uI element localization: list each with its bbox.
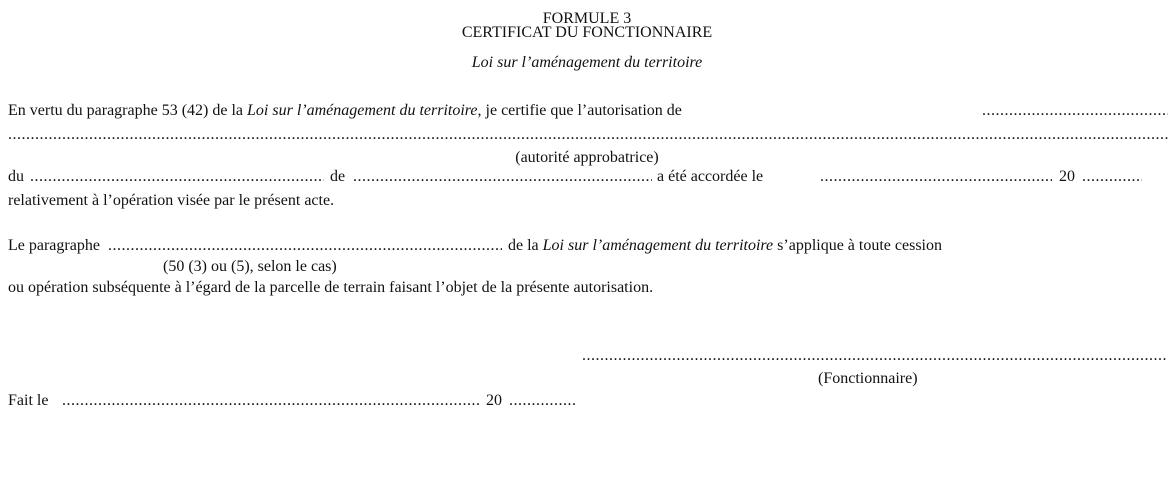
- date-blank[interactable]: [62, 391, 479, 410]
- de-la-text: de la: [508, 237, 543, 254]
- de-blank[interactable]: [353, 167, 652, 186]
- du-blank[interactable]: [30, 167, 324, 186]
- act-name-heading: [0, 53, 1174, 72]
- date-year-blank[interactable]: [509, 391, 575, 410]
- subsequent-operation-sentence: ou opération subséquente à l’égard de la parcelle de terrain faisant l’objet de la présente autorisation.: [8, 279, 654, 296]
- subsection-blank[interactable]: [108, 236, 502, 255]
- authorization-blank[interactable]: [982, 101, 1168, 120]
- applicability-sentence: [508, 236, 942, 255]
- signature-caption: (Fonctionnaire): [818, 370, 918, 387]
- approving-authority-caption: (autorité approbatrice): [515, 149, 659, 166]
- intro-text: En vertu du paragraphe 53 (42) de la: [8, 102, 248, 119]
- du-label: du: [8, 168, 24, 185]
- granted-date-blank[interactable]: [820, 167, 1052, 186]
- authorization-text: , je certifie que l’autorisation de: [477, 102, 682, 119]
- signature-blank[interactable]: [582, 346, 1168, 365]
- de-label: de: [330, 168, 346, 185]
- subsection-caption: (50 (3) ou (5), selon le cas): [163, 258, 337, 275]
- act-name: Loi sur l’aménagement du territoire: [471, 54, 703, 71]
- act-reference-2: Loi sur l’aménagement du territoire: [542, 237, 774, 254]
- date-year-prefix: 20: [486, 392, 502, 409]
- cession-text: s’applique à toute cession: [773, 237, 942, 254]
- authorization-blank-continued[interactable]: [8, 125, 1168, 144]
- operation-sentence: relativement à l’opération visée par le présent acte.: [8, 192, 335, 209]
- subsection-label: Le paragraphe: [8, 237, 100, 254]
- year-prefix: 20: [1059, 168, 1075, 185]
- date-label: Fait le: [8, 392, 49, 409]
- certification-sentence: [8, 101, 682, 120]
- form-title: CERTIFICAT DU FONCTIONNAIRE: [461, 24, 713, 41]
- granted-label: a été accordée le: [657, 168, 764, 185]
- form-number: FORMULE 3: [542, 10, 632, 27]
- year-blank[interactable]: [1082, 167, 1142, 186]
- act-reference: Loi sur l’aménagement du territoire: [247, 102, 478, 119]
